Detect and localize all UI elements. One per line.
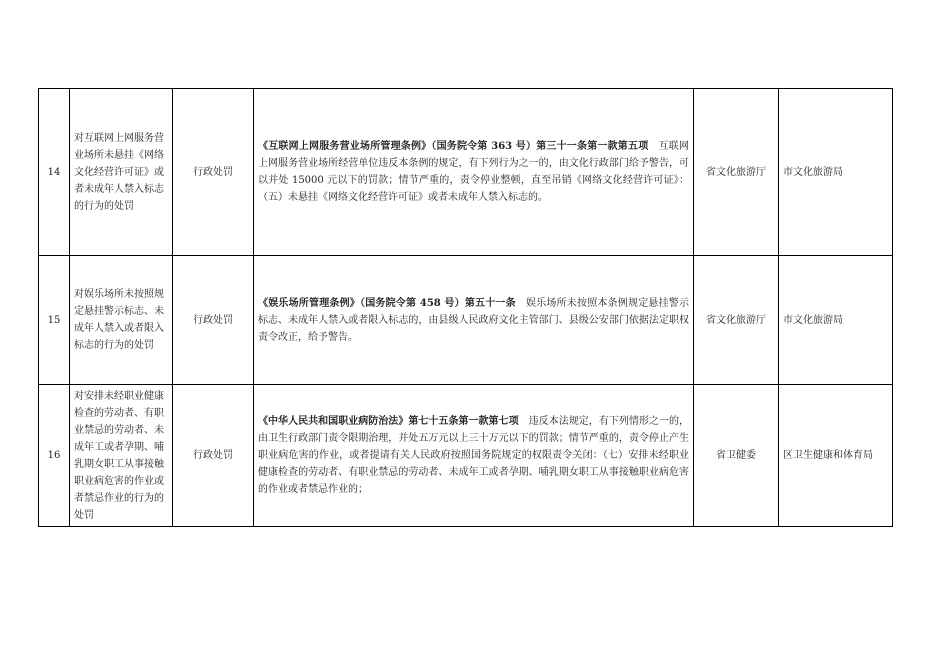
item-name: 对互联网上网服务营业场所未悬挂《网络文化经营许可证》或者未成年人禁入标志的行为的处罚 bbox=[70, 89, 173, 256]
legal-basis-title: 《互联网上网服务营业场所管理条例》（国务院令第 363 号）第三十一条第一款第五项 bbox=[258, 141, 649, 152]
legal-basis-title: 《娱乐场所管理条例》（国务院令第 458 号）第五十一条 bbox=[258, 297, 516, 309]
executing-dept: 市文化旅游局 bbox=[779, 89, 893, 256]
legal-basis bbox=[254, 256, 694, 385]
row-number: 14 bbox=[39, 89, 70, 256]
item-name: 对安排未经职业健康检查的劳动者、有职业禁忌的劳动者、未成年工或者孕期、哺乳期女职工从事接触职业病危害的作业或者禁忌作业的行为的处罚 bbox=[70, 385, 173, 527]
table-row bbox=[39, 89, 893, 256]
power-type: 行政处罚 bbox=[173, 385, 254, 527]
table-row bbox=[39, 385, 893, 527]
power-type: 行政处罚 bbox=[173, 89, 254, 256]
legal-basis-text: 违反本法规定，有下列情形之一的，由卫生行政部门责令限期治理，并处五万元以上三十万元以下的罚款；情节严重的，责令停止产生职业病危害的作业，或者提请有关人民政府按照国务院规定的权限责令关闭：（七）安排未经职业健康检查的劳动者、有职业禁忌的劳动者、未成年工或者孕期、哺乳期女职工从事接触职业病危害的作业或者禁忌作业的； bbox=[258, 416, 690, 495]
penalty-table bbox=[38, 88, 893, 527]
legal-basis bbox=[254, 385, 694, 527]
provincial-dept: 省卫健委 bbox=[694, 385, 779, 527]
table-row bbox=[39, 256, 893, 385]
item-name: 对娱乐场所未按照规定悬挂警示标志、未成年人禁入或者限入标志的行为的处罚 bbox=[70, 256, 173, 385]
legal-basis-text: 互联网上网服务营业场所经营单位违反本条例的规定，有下列行为之一的，由文化行政部门给予警告，可以并处 15000 元以下的罚款；情节严重的，责令停业整顿，直至吊销《网络文化经营许可证》：（五）未悬挂《网络文化经营许可证》或者未成年人禁入标志的。 bbox=[258, 141, 690, 203]
row-number: 16 bbox=[39, 385, 70, 527]
provincial-dept: 省文化旅游厅 bbox=[694, 256, 779, 385]
legal-basis bbox=[254, 89, 694, 256]
power-type: 行政处罚 bbox=[173, 256, 254, 385]
provincial-dept: 省文化旅游厅 bbox=[694, 89, 779, 256]
executing-dept: 区卫生健康和体育局 bbox=[779, 385, 893, 527]
row-number: 15 bbox=[39, 256, 70, 385]
legal-basis-title: 《中华人民共和国职业病防治法》第七十五条第一款第七项 bbox=[258, 416, 519, 427]
executing-dept: 市文化旅游局 bbox=[779, 256, 893, 385]
legal-basis-text: 娱乐场所未按照本条例规定悬挂警示标志、未成年人禁入或者限入标志的，由县级人民政府文化主管部门、县级公安部门依据法定职权责令改正，给予警告。 bbox=[258, 297, 689, 343]
